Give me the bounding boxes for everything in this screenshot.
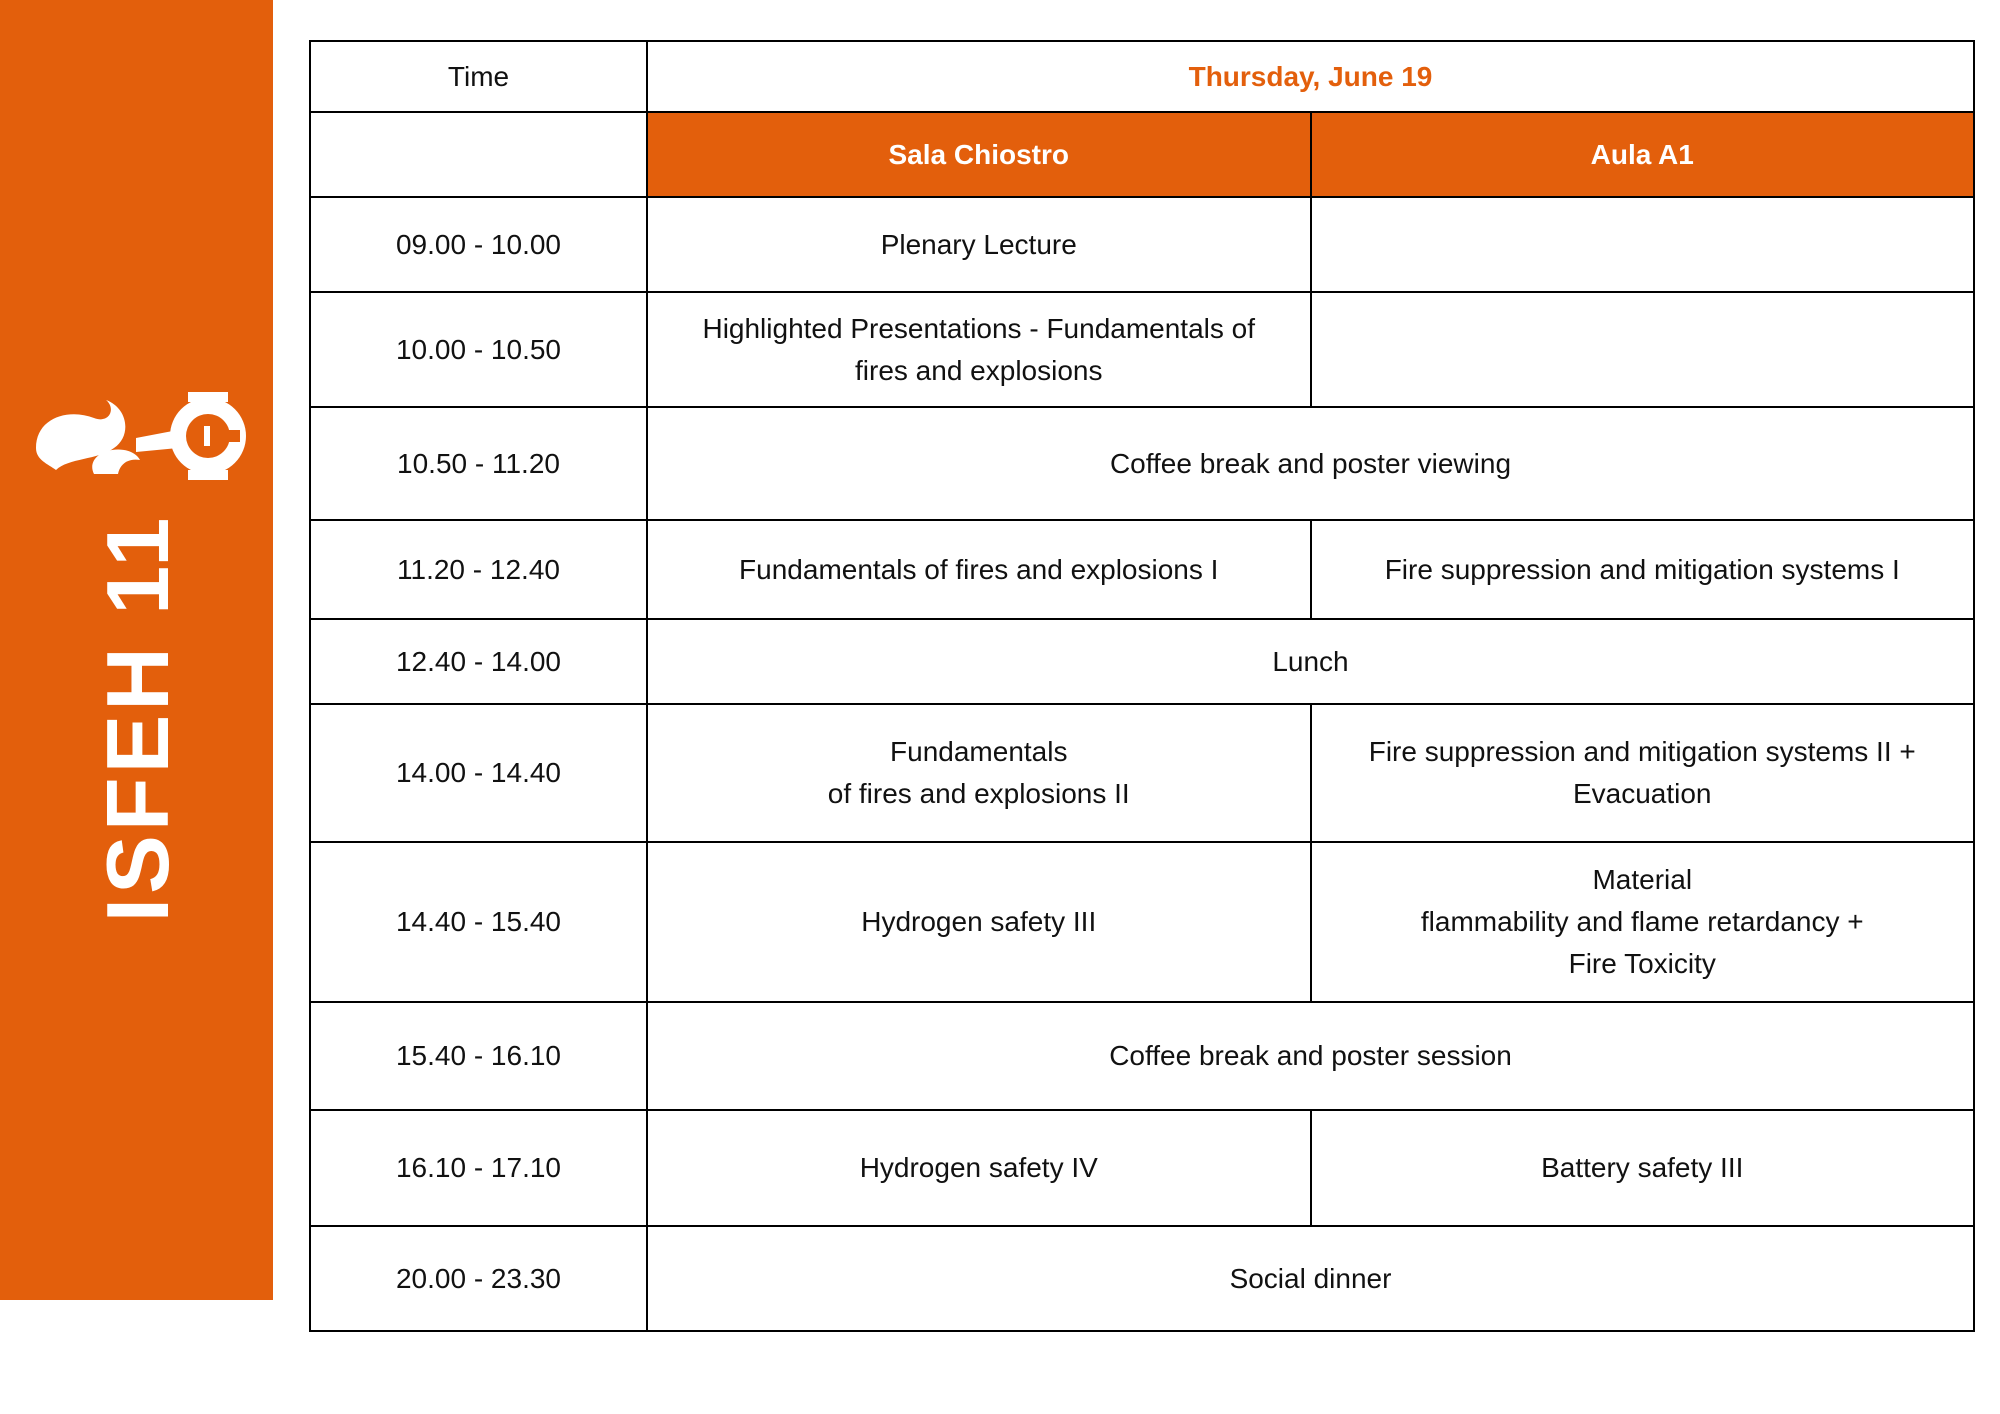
- time-cell: 10.00 - 10.50: [310, 292, 647, 407]
- session-cell: Plenary Lecture: [647, 197, 1311, 292]
- session-cell: Highlighted Presentations - Fundamentals of fires and explosions: [647, 292, 1311, 407]
- table-header-row: [310, 41, 1974, 112]
- spanning-session-cell: Coffee break and poster session: [647, 1002, 1974, 1110]
- session-cell: Fire suppression and mitigation systems I: [1311, 520, 1975, 619]
- session-cell: Fundamentals of fires and explosions II: [647, 704, 1311, 842]
- session-cell: Material flammability and flame retardancy + Fire Toxicity: [1311, 842, 1975, 1002]
- table-row: [310, 197, 1974, 292]
- table-row: [310, 407, 1974, 520]
- room-header-sala-chiostro: Sala Chiostro: [647, 112, 1311, 197]
- brand-title: ISFEH 11: [88, 513, 187, 923]
- table-row: [310, 292, 1974, 407]
- table-row: [310, 1226, 1974, 1331]
- room-header-aula-a1: Aula A1: [1311, 112, 1975, 197]
- table-row: [310, 1002, 1974, 1110]
- session-cell: Hydrogen safety III: [647, 842, 1311, 1002]
- flame-and-gear-logo-icon: [28, 378, 248, 488]
- time-cell: 10.50 - 11.20: [310, 407, 647, 520]
- room-header-row: [310, 112, 1974, 197]
- time-cell: 09.00 - 10.00: [310, 197, 647, 292]
- time-cell: 14.00 - 14.40: [310, 704, 647, 842]
- table-row: [310, 520, 1974, 619]
- table-row: [310, 1110, 1974, 1226]
- table-row: [310, 619, 1974, 704]
- time-cell: 12.40 - 14.00: [310, 619, 647, 704]
- time-cell: 16.10 - 17.10: [310, 1110, 647, 1226]
- schedule-table: [309, 40, 1975, 1332]
- day-header: Thursday, June 19: [647, 41, 1974, 112]
- sidebar: [0, 0, 273, 1300]
- session-cell: Hydrogen safety IV: [647, 1110, 1311, 1226]
- time-cell: 14.40 - 15.40: [310, 842, 647, 1002]
- spanning-session-cell: Lunch: [647, 619, 1974, 704]
- session-cell: Fire suppression and mitigation systems II + Evacuation: [1311, 704, 1975, 842]
- spanning-session-cell: Coffee break and poster viewing: [647, 407, 1974, 520]
- time-cell: 20.00 - 23.30: [310, 1226, 647, 1331]
- table-row: [310, 704, 1974, 842]
- empty-cell: [310, 112, 647, 197]
- session-cell: Fundamentals of fires and explosions I: [647, 520, 1311, 619]
- spanning-session-cell: Social dinner: [647, 1226, 1974, 1331]
- table-row: [310, 842, 1974, 1002]
- time-cell: 11.20 - 12.40: [310, 520, 647, 619]
- session-cell: Battery safety III: [1311, 1110, 1975, 1226]
- time-cell: 15.40 - 16.10: [310, 1002, 647, 1110]
- time-header: Time: [310, 41, 647, 112]
- session-cell: [1311, 197, 1975, 292]
- session-cell: [1311, 292, 1975, 407]
